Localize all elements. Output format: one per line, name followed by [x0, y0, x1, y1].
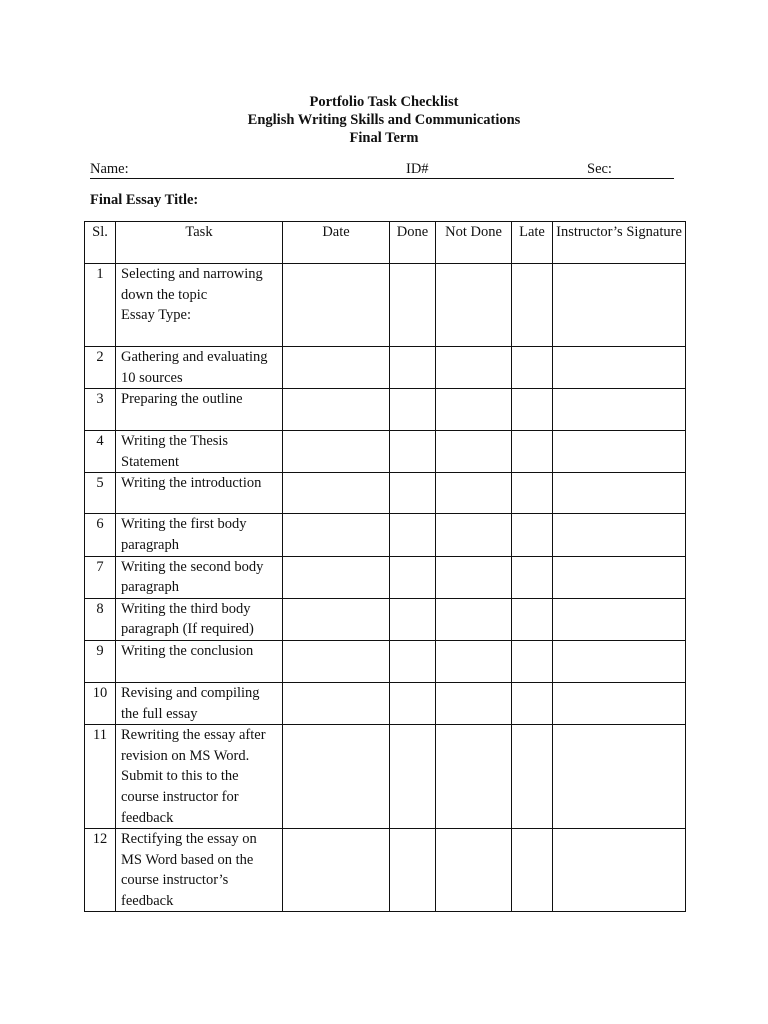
date-cell — [283, 514, 390, 556]
instructor-signature-cell — [553, 640, 686, 682]
done-cell — [390, 598, 436, 640]
row-serial-number: 4 — [85, 431, 116, 473]
done-cell — [390, 682, 436, 724]
instructor-signature-cell — [553, 264, 686, 347]
table-row — [85, 829, 686, 912]
task-text-line: Writing the introduction — [121, 475, 262, 492]
row-task-description — [116, 264, 283, 347]
date-cell — [283, 640, 390, 682]
not-done-cell — [436, 598, 512, 640]
instructor-signature-cell — [553, 829, 686, 912]
task-text-line: feedback — [121, 892, 174, 909]
task-text-line: course instructor’s — [121, 872, 229, 889]
row-serial-number: 5 — [85, 473, 116, 514]
task-text-line: Essay Type: — [121, 307, 192, 324]
row-serial-number: 12 — [85, 829, 116, 912]
task-text-line: course instructor for — [121, 788, 239, 805]
table-row — [85, 514, 686, 556]
task-text-line: Gathering and evaluating — [121, 349, 268, 365]
task-text-line: Writing the third body — [121, 600, 251, 617]
final-essay-title-label: Final Essay Title: — [90, 192, 199, 208]
late-cell — [512, 829, 553, 912]
column-header-done: Done — [390, 222, 436, 264]
row-task-description — [116, 598, 283, 640]
section-label: Sec: — [587, 161, 612, 177]
late-cell — [512, 473, 553, 514]
column-header-not-done: Not Done — [436, 222, 512, 264]
course-title: English Writing Skills and Communications — [247, 112, 521, 128]
date-cell — [283, 347, 390, 389]
task-text-line: MS Word based on the — [121, 851, 254, 868]
row-task-description — [116, 389, 283, 431]
not-done-cell — [436, 682, 512, 724]
row-task-description — [116, 682, 283, 724]
date-cell — [283, 473, 390, 514]
instructor-signature-cell — [553, 598, 686, 640]
not-done-cell — [436, 640, 512, 682]
late-cell — [512, 431, 553, 473]
done-cell — [390, 473, 436, 514]
task-text-line: the full essay — [121, 705, 198, 722]
task-text-line: Rectifying the essay on — [121, 831, 257, 848]
instructor-signature-cell — [553, 682, 686, 724]
row-task-description — [116, 431, 283, 473]
row-task-description — [116, 725, 283, 829]
late-cell — [512, 556, 553, 598]
done-cell — [390, 556, 436, 598]
table-row — [85, 598, 686, 640]
row-serial-number: 2 — [85, 347, 116, 389]
row-task-description — [116, 473, 283, 514]
date-cell — [283, 598, 390, 640]
not-done-cell — [436, 264, 512, 347]
not-done-cell — [436, 347, 512, 389]
task-text-line: Writing the conclusion — [121, 642, 254, 659]
row-task-description — [116, 556, 283, 598]
date-cell — [283, 556, 390, 598]
task-text-line: Statement — [121, 453, 179, 470]
table-row — [85, 473, 686, 514]
task-text-line: revision on MS Word. — [121, 747, 250, 764]
done-cell — [390, 829, 436, 912]
done-cell — [390, 514, 436, 556]
date-cell — [283, 264, 390, 347]
done-cell — [390, 640, 436, 682]
task-text-line: paragraph — [121, 579, 179, 596]
row-serial-number: 9 — [85, 640, 116, 682]
instructor-signature-cell — [553, 725, 686, 829]
not-done-cell — [436, 431, 512, 473]
row-serial-number: 3 — [85, 389, 116, 431]
date-cell — [283, 682, 390, 724]
not-done-cell — [436, 725, 512, 829]
column-header-instructor-signature: Instructor’s Signature — [553, 222, 686, 264]
done-cell — [390, 431, 436, 473]
row-task-description — [116, 347, 283, 389]
table-row — [85, 431, 686, 473]
row-task-description — [116, 514, 283, 556]
row-serial-number: 6 — [85, 514, 116, 556]
instructor-signature-cell — [553, 473, 686, 514]
not-done-cell — [436, 514, 512, 556]
date-cell — [283, 725, 390, 829]
column-header-late: Late — [512, 222, 553, 264]
task-text-line: paragraph — [121, 536, 179, 553]
instructor-signature-cell — [553, 431, 686, 473]
not-done-cell — [436, 473, 512, 514]
task-text-line: Selecting and narrowing — [121, 266, 263, 282]
late-cell — [512, 514, 553, 556]
row-serial-number: 1 — [85, 264, 116, 347]
row-task-description — [116, 640, 283, 682]
late-cell — [512, 389, 553, 431]
task-checklist-table — [84, 221, 686, 912]
late-cell — [512, 725, 553, 829]
late-cell — [512, 640, 553, 682]
student-info-row — [90, 160, 674, 179]
table-row — [85, 347, 686, 389]
instructor-signature-cell — [553, 347, 686, 389]
table-row — [85, 640, 686, 682]
column-header-task: Task — [116, 222, 283, 264]
task-text-line: 10 sources — [121, 369, 183, 386]
instructor-signature-cell — [553, 556, 686, 598]
late-cell — [512, 598, 553, 640]
task-text-line: Writing the second body — [121, 558, 264, 575]
row-serial-number: 8 — [85, 598, 116, 640]
instructor-signature-cell — [553, 514, 686, 556]
late-cell — [512, 682, 553, 724]
task-text-line: feedback — [121, 809, 174, 826]
row-serial-number: 11 — [85, 725, 116, 829]
not-done-cell — [436, 556, 512, 598]
late-cell — [512, 264, 553, 347]
task-text-line: Submit to this to the — [121, 768, 239, 785]
date-cell — [283, 829, 390, 912]
done-cell — [390, 347, 436, 389]
not-done-cell — [436, 389, 512, 431]
term-title: Final Term — [349, 130, 419, 146]
table-header-row — [85, 222, 686, 264]
id-label: ID# — [406, 161, 429, 177]
table-row — [85, 264, 686, 347]
date-cell — [283, 389, 390, 431]
table-row — [85, 556, 686, 598]
task-text-line: Writing the Thesis — [121, 433, 229, 450]
task-text-line: Rewriting the essay after — [121, 727, 266, 744]
task-text-line: down the topic — [121, 286, 208, 303]
task-text-line: Revising and compiling — [121, 684, 260, 701]
done-cell — [390, 725, 436, 829]
done-cell — [390, 264, 436, 347]
row-serial-number: 10 — [85, 682, 116, 724]
table-row — [85, 389, 686, 431]
table-row — [85, 682, 686, 724]
name-label: Name: — [90, 161, 129, 177]
late-cell — [512, 347, 553, 389]
column-header-date: Date — [283, 222, 390, 264]
row-task-description — [116, 829, 283, 912]
instructor-signature-cell — [553, 389, 686, 431]
date-cell — [283, 431, 390, 473]
task-text-line: Writing the first body — [121, 516, 247, 533]
task-text-line: Preparing the outline — [121, 391, 243, 408]
task-text-line: paragraph (If required) — [121, 621, 254, 638]
document-title: Portfolio Task Checklist — [309, 94, 459, 110]
not-done-cell — [436, 829, 512, 912]
column-header-sl: Sl. — [85, 222, 116, 264]
done-cell — [390, 389, 436, 431]
row-serial-number: 7 — [85, 556, 116, 598]
table-row — [85, 725, 686, 829]
